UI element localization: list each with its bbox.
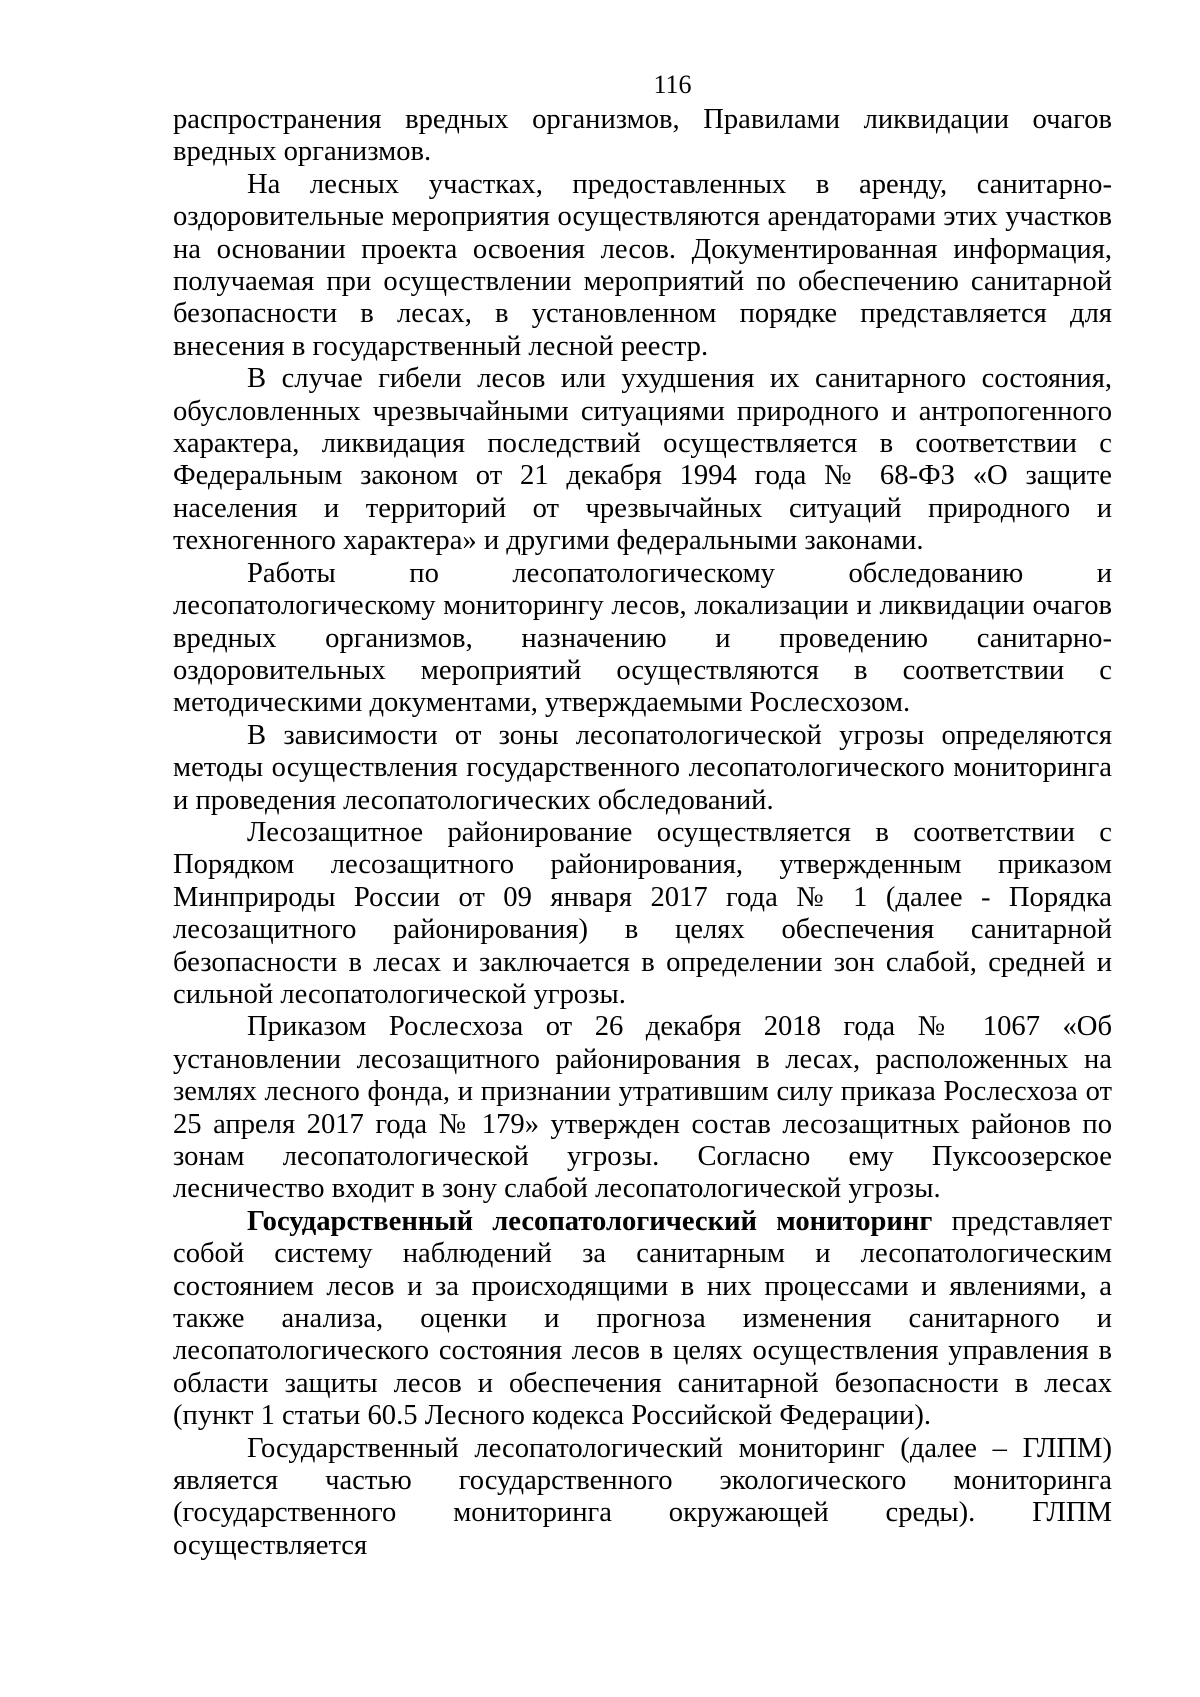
bold-term: Государственный лесопатологический мониторинг bbox=[247, 1205, 933, 1237]
paragraph-threat-zone-methods: В зависимости от зоны лесопатологической угрозы определяются методы осуществления государственного лесопатологического мониторинга и проведения лесопатологических обследований. bbox=[173, 719, 1112, 816]
paragraph-continuation: распространения вредных организмов, Правилами ликвидации очагов вредных организмов. bbox=[173, 104, 1112, 168]
paragraph-forest-pathology-works: Работы по лесопатологическому обследованию и лесопатологическому мониторингу лесов, локализации и ликвидации очагов вредных организмов, назначению и проведению санитарно-оздоровительных мероприятий осуществляются в соответствии с методическими документами, утверждаемыми Рослесхозом. bbox=[173, 557, 1112, 719]
paragraph-rosleskhoz-order: Приказом Рослесхоза от 26 декабря 2018 года № 1067 «Об установлении лесозащитного районирования в лесах, расположенных на землях лесного фонда, и признании утратившим силу приказа Рослесхоза от 25 апреля 2017 года № 179» утвержден состав лесозащитных районов по зонам лесопатологической угрозы. Согласно ему Пуксоозерское лесничество входит в зону слабой лесопатологической угрозы. bbox=[173, 1011, 1112, 1205]
paragraph-emergency-liquidation: В случае гибели лесов или ухудшения их санитарного состояния, обусловленных чрезвычайными ситуациями природного и антропогенного характера, ликвидация последствий осуществляется в соответствии с Федеральным законом от 21 декабря 1994 года № 68-ФЗ «О защите населения и территорий от чрезвычайных ситуаций природного и техногенного характера» и другими федеральными законами. bbox=[173, 363, 1112, 557]
page-number: 116 bbox=[653, 70, 692, 99]
definition-text: представляет собой систему наблюдений за санитарным и лесопатологическим состоянием лесов и за происходящими в них процессами и явлениями, а также анализа, оценки и прогноза изменения санитарного и лесопатологического состояния лесов в целях осуществления управления в области защиты лесов и обеспечения санитарной безопасности в лесах (пункт 1 статьи 60.5 Лесного кодекса Российской Федерации). bbox=[173, 1205, 1112, 1432]
paragraph-glpm-part: Государственный лесопатологический мониторинг (далее – ГЛПМ) является частью государственного экологического мониторинга (государственного мониторинга окружающей среды). ГЛПМ осуществляется bbox=[173, 1432, 1112, 1561]
paragraph-forest-protection-zoning: Лесозащитное районирование осуществляется в соответствии с Порядком лесозащитного районирования, утвержденным приказом Минприроды России от 09 января 2017 года № 1 (далее - Порядка лесозащитного районирования) в целях обеспечения санитарной безопасности в лесах и заключается в определении зон слабой, средней и сильной лесопатологической угрозы. bbox=[173, 816, 1112, 1010]
paragraph-monitoring-definition bbox=[173, 1206, 1112, 1433]
document-body bbox=[173, 104, 1112, 1562]
paragraph-lease-sanitary-measures: На лесных участках, предоставленных в аренду, санитарно-оздоровительные мероприятия осуществляются арендаторами этих участков на основании проекта освоения лесов. Документированная информация, получаемая при осуществлении мероприятий по обеспечению санитарной безопасности в лесах, в установленном порядке представляется для внесения в государственный лесной реестр. bbox=[173, 168, 1112, 362]
